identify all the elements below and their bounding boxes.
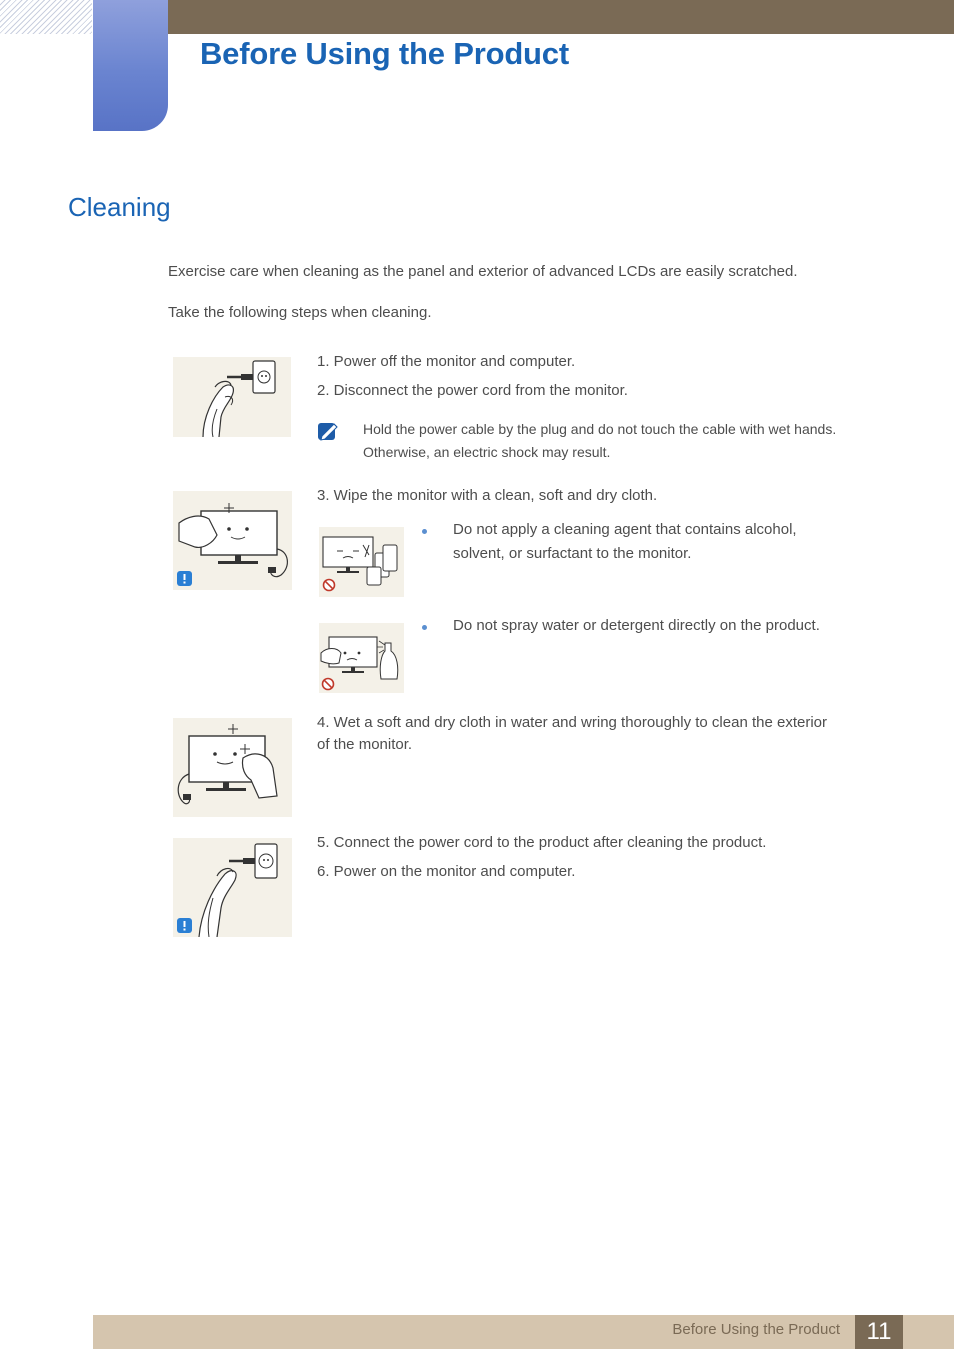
bullet-icon xyxy=(422,529,427,534)
corner-hatch-decoration xyxy=(0,0,92,34)
no-spray-bullet: Do not spray water or detergent directly on the product. xyxy=(453,617,820,634)
chapter-title: Before Using the Product xyxy=(200,36,569,71)
note-pencil-icon xyxy=(318,421,341,442)
no-spray-illustration xyxy=(319,623,404,693)
chapter-tab xyxy=(93,0,168,131)
power-cable-note: Hold the power cable by the plug and do not touch the cable with wet hands. Otherwise, an electric shock may result. xyxy=(363,421,837,460)
no-cleaning-agent-bullet: Do not apply a cleaning agent that contains alcohol, solvent, or surfactant to the monitor. xyxy=(453,521,797,562)
step-3-text: 3. Wipe the monitor with a clean, soft and dry cloth. xyxy=(317,487,658,504)
step-6-text: 6. Power on the monitor and computer. xyxy=(317,863,576,880)
steps-intro-paragraph: Take the following steps when cleaning. xyxy=(168,304,432,321)
plug-in-illustration xyxy=(173,838,292,937)
caution-paragraph: Exercise care when cleaning as the panel and exterior of advanced LCDs are easily scratched. xyxy=(168,263,798,280)
step-2-text: 2. Disconnect the power cord from the monitor. xyxy=(317,382,628,399)
section-title: Cleaning xyxy=(68,192,171,222)
wet-cloth-illustration xyxy=(173,718,292,817)
unplug-illustration xyxy=(173,357,291,437)
wipe-monitor-illustration xyxy=(173,491,292,590)
header-band xyxy=(168,0,954,34)
footer-label: Before Using the Product xyxy=(672,1321,840,1338)
bullet-icon xyxy=(422,625,427,630)
step-1-text: 1. Power off the monitor and computer. xyxy=(317,353,576,370)
no-cleaning-agent-illustration xyxy=(319,527,404,597)
step-4-text: 4. Wet a soft and dry cloth in water and wring thoroughly to clean the exterior of the monitor. xyxy=(317,714,827,753)
step-5-text: 5. Connect the power cord to the product after cleaning the product. xyxy=(317,834,767,851)
page-number: 11 xyxy=(855,1315,903,1349)
